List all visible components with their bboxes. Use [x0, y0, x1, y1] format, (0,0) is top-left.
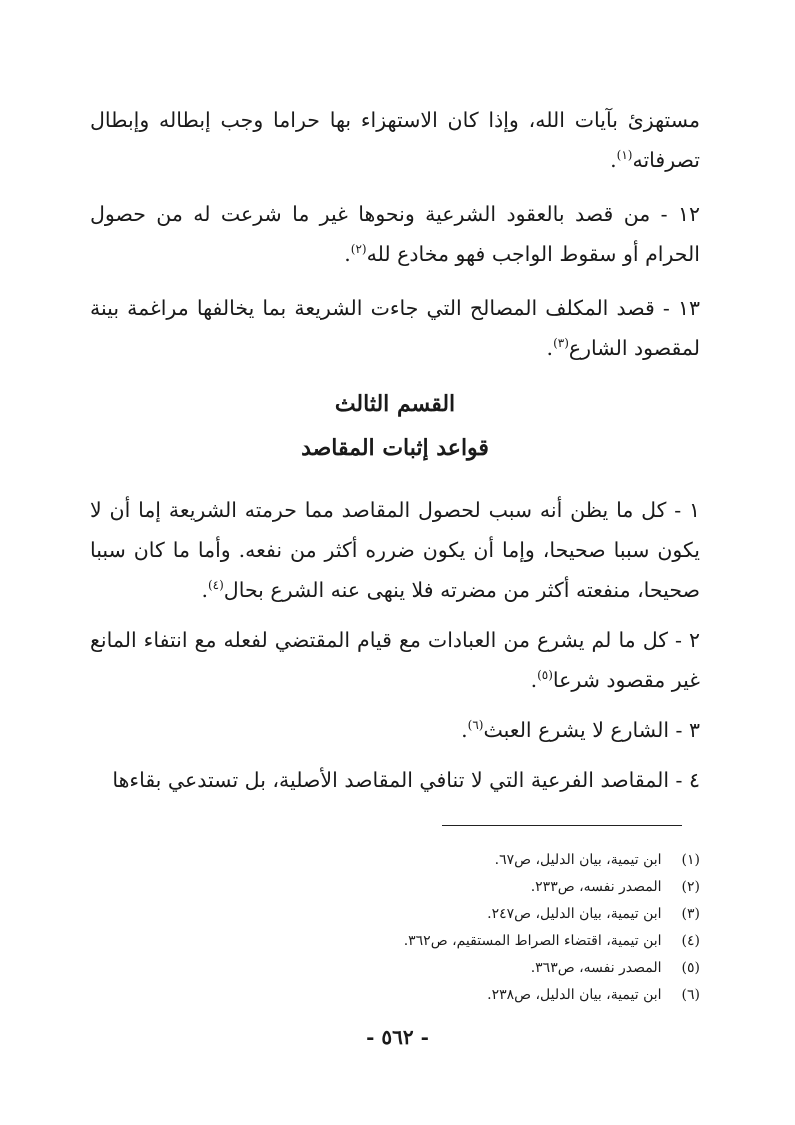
footnote-number: (٤) [681, 933, 700, 949]
paragraph-text: ١٣ - قصد المكلف المصالح التي جاءت الشريعة بما يخالفها مراغمة بينة لمقصود الشارع [90, 296, 700, 360]
rule-3: ٣ - الشارع لا يشرع العبث$^{(٦)}$. [461, 718, 700, 742]
rule-4 [90, 760, 700, 800]
footnote-divider [442, 825, 682, 826]
section-subheading: قواعد إثبات المقاصد [301, 435, 489, 461]
footnote-item [200, 874, 700, 901]
footnote-text: ابن تيمية، بيان الدليل، ص٢٣٨. [487, 987, 662, 1003]
footnote-number: (١) [681, 852, 700, 868]
paragraph-11-continuation: مستهزئ بآيات الله، وإذا كان الاستهزاء بها حراما وجب إبطاله وإبطال تصرفاته$^{(١)}$. [90, 108, 700, 172]
footnote-text: ابن تيمية، بيان الدليل، ص٢٤٧. [487, 906, 662, 922]
footnote-ref-6[interactable]: (٦) [467, 718, 484, 733]
footnote-ref-3[interactable]: (٣) [553, 336, 569, 351]
footnote-text: ابن تيمية، بيان الدليل، ص٦٧. [494, 852, 662, 868]
footnote-number: (٢) [681, 879, 700, 895]
paragraph-text: ١٢ - من قصد بالعقود الشرعية ونحوها غير ما شرعت له من حصول الحرام أو سقوط الواجب فهو مخادع لله [90, 202, 700, 266]
footnote-text: ابن تيمية، اقتضاء الصراط المستقيم، ص٣٦٢. [403, 933, 662, 949]
paragraph-12: ١٢ - من قصد بالعقود الشرعية ونحوها غير ما شرعت له من حصول الحرام أو سقوط الواجب فهو مخادع لله$^{(٢)}$. [90, 202, 700, 266]
footnote-item [200, 901, 700, 928]
footnote-number: (٥) [681, 960, 700, 976]
paragraph-text: مستهزئ بآيات الله، وإذا كان الاستهزاء بها حراما وجب إبطاله وإبطال تصرفاته [90, 108, 700, 172]
footnote-item [200, 955, 700, 982]
footnote-item [200, 847, 700, 874]
footnote-ref-5[interactable]: (٥) [537, 668, 553, 683]
footnote-text: المصدر نفسه، ص٢٣٣. [530, 879, 662, 895]
paragraph-text: ٣ - الشارع لا يشرع العبث [483, 718, 700, 742]
footnote-item [200, 982, 700, 1009]
paragraph-text: ٤ - المقاصد الفرعية التي لا تنافي المقاصد الأصلية، بل تستدعي بقاءها [112, 768, 700, 792]
section-heading: القسم الثالث [334, 391, 456, 417]
paragraph-13: ١٣ - قصد المكلف المصالح التي جاءت الشريعة بما يخالفها مراغمة بينة لمقصود الشارع$^{(٣)}$. [90, 296, 700, 360]
footnote-number: (٣) [681, 906, 700, 922]
footnote-ref-4[interactable]: (٤) [207, 578, 224, 593]
footnote-ref-1[interactable]: (١) [616, 148, 633, 163]
footnotes [200, 847, 700, 1009]
section-three-body [90, 490, 700, 800]
paragraph-text: ٢ - كل ما لم يشرع من العبادات مع قيام المقتضي لفعله مع انتفاء المانع غير مقصود شرعا [90, 628, 700, 692]
page-number: - ٥٦٢ - [366, 1025, 429, 1049]
footnote-number: (٦) [681, 987, 700, 1003]
footnote-item [200, 928, 700, 955]
section-one-body [90, 100, 700, 368]
rule-2: ٢ - كل ما لم يشرع من العبادات مع قيام المقتضي لفعله مع انتفاء المانع غير مقصود شرعا$^{(٥)}$. [90, 628, 700, 692]
footnote-ref-2[interactable]: (٢) [350, 242, 367, 257]
paragraph-text: ١ - كل ما يظن أنه سبب لحصول المقاصد مما حرمته الشريعة إما أن لا يكون سببا صحيحا، وإما أن يكون ضرره أكثر من نفعه. وأما ما كان سببا صحيحا، منفعته أكثر من مضرته فلا ينهى عنه الشرع بحال [90, 498, 700, 602]
footnote-text: المصدر نفسه، ص٣٦٣. [530, 960, 662, 976]
rule-1: ١ - كل ما يظن أنه سبب لحصول المقاصد مما حرمته الشريعة إما أن لا يكون سببا صحيحا، وإما أن يكون ضرره أكثر من نفعه. وأما ما كان سببا صحيحا، منفعته أكثر من مضرته فلا ينهى عنه الشرع بحال$^{(٤)}$. [90, 498, 700, 602]
